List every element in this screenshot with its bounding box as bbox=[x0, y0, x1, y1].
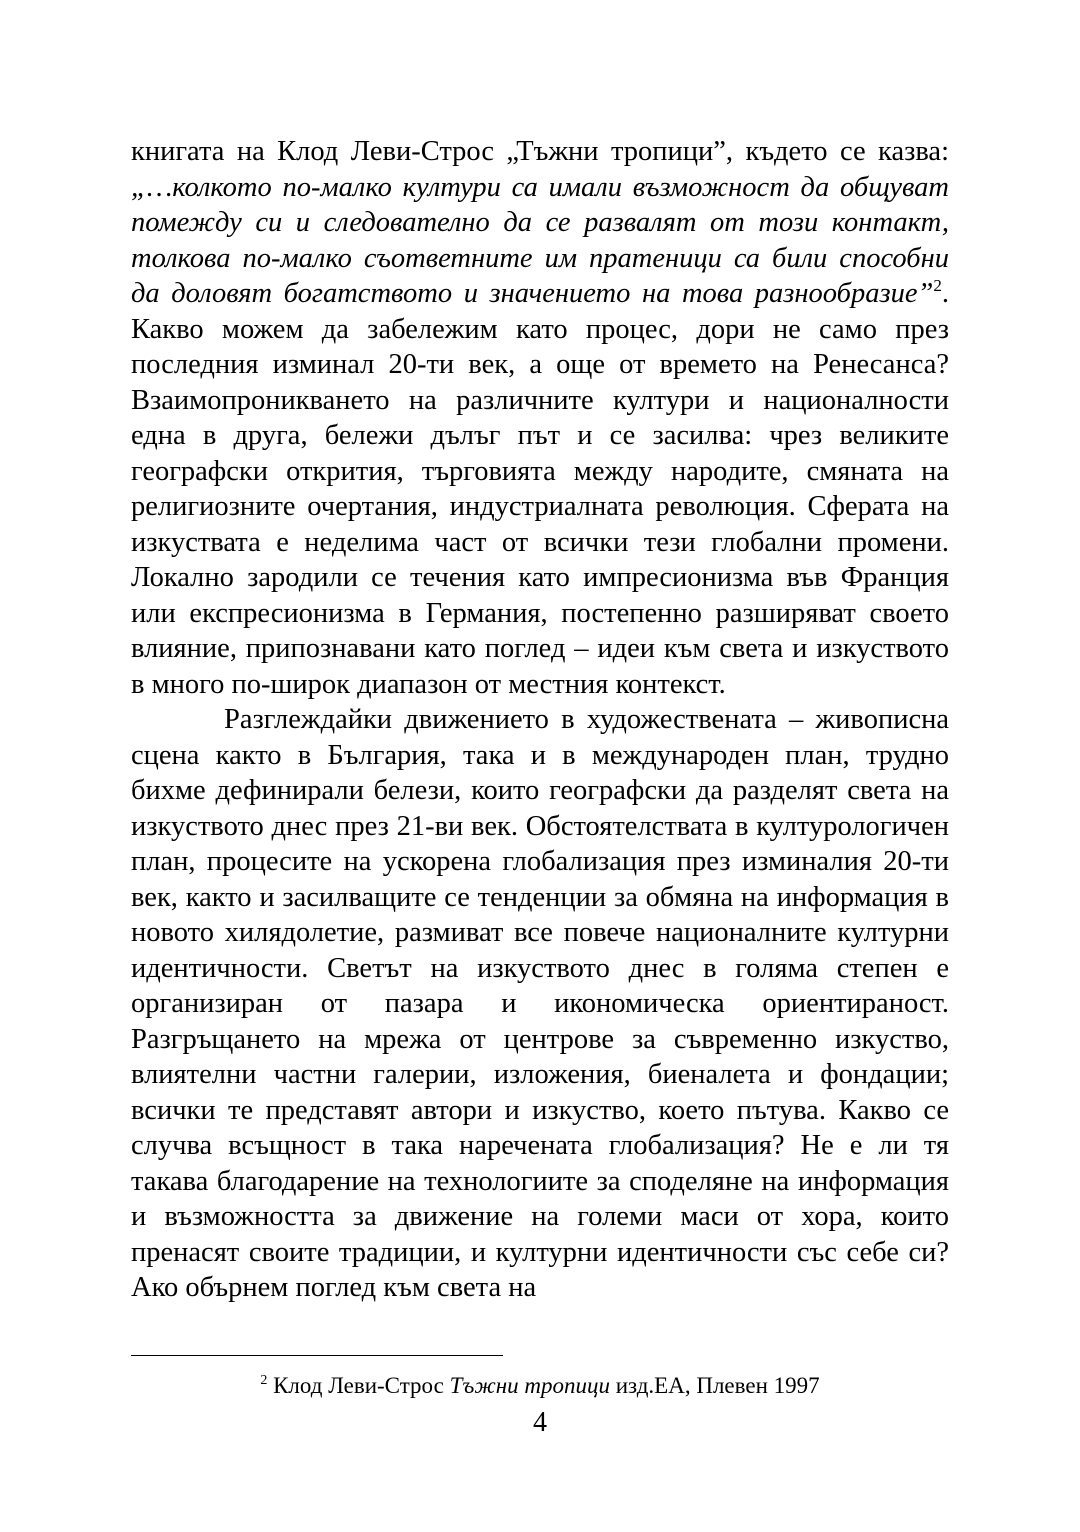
paragraph-1 bbox=[131, 134, 949, 702]
footnote-reference[interactable]: 2 bbox=[933, 276, 942, 295]
footnote-author: Клод Леви-Строс bbox=[267, 1373, 450, 1398]
paragraph-1-body: . Какво можем да забележим като процес, дори не само през последния изминал 20-ти век, а още от времето на Ренесанса? Взаимопроникването на различните култури и националности една в друга, бележи дълъг път и се засилва: чрез великите географски открития, търговията между народите, смяната на религиозните очертания, индустриалната революция. Сферата на изкуствата е неделима част от всички тези глобални промени. Локално зародили се течения като импресионизма във Франция или експресионизма в Германия, постепенно разширяват своето влияние, припознавани като поглед – идеи към света и изкуството в много по-широк диапазон от местния контекст. bbox=[131, 278, 949, 700]
footnote-title: Тъжни тропици bbox=[449, 1373, 610, 1398]
footnote bbox=[131, 1372, 949, 1400]
footnote-publisher: изд.ЕА, Плевен 1997 bbox=[610, 1373, 820, 1398]
page-body bbox=[131, 134, 949, 1306]
footnote-marker: 2 bbox=[260, 1373, 268, 1388]
quotation: „…колкото по-малко култури са имали възможност да общуват помежду си и следователно да се развалят от този контакт, толкова по-малко съответните им пратеници са били способни да доловят богатството и значението на това разнообразие” bbox=[131, 171, 949, 309]
paragraph-2 bbox=[131, 702, 949, 1306]
paragraph-1-lead: книгата на Клод Леви-Строс „Тъжни тропици”, където се казва: bbox=[131, 136, 949, 167]
page-number: 4 bbox=[533, 1407, 547, 1438]
footnote-separator bbox=[131, 1355, 503, 1356]
paragraph-2-body: Разглеждайки движението в художествената – живописна сцена както в България, така и в международен план, трудно бихме дефинирали белези, които географски да разделят света на изкуството днес през 21-ви век. Обстоятелствата в културологичен план, процесите на ускорена глобализация през изминалия 20-ти век, както и засилващите се тенденции за обмяна на информация в новото хилядолетие, размиват все повече националните културни идентичности. Светът на изкуството днес в голяма степен е организиран от пазара и икономическа ориентираност. Разгръщането на мрежа от центрове за съвременно изкуство, влиятелни частни галерии, изложения, биеналета и фондации; всички те представят автори и изкуство, което пътува. Какво се случва всъщност в така наречената глобализация? Не е ли тя такава благодарение на технологиите за споделяне на информация и възможността за движение на големи маси от хора, които пренасят своите традиции, и културни идентичности със себе си? Ако обърнем поглед към света на bbox=[131, 704, 949, 1303]
